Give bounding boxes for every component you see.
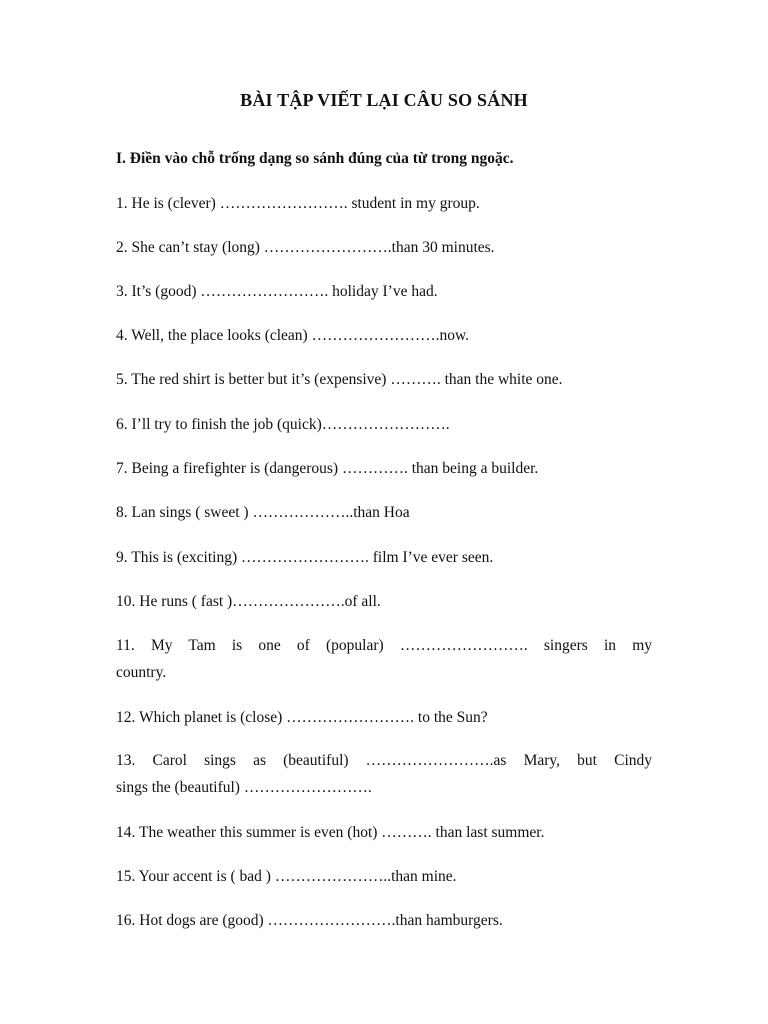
- exercise-item-1: 1. He is (clever) ……………………. student in my group.: [116, 195, 480, 212]
- exercise-item-15: 15. Your accent is ( bad ) …………………..than mine.: [116, 868, 457, 885]
- exercise-item-3: 3. It’s (good) ……………………. holiday I’ve had.: [116, 283, 438, 300]
- exercise-item-8: 8. Lan sings ( sweet ) ………………..than Hoa: [116, 504, 410, 521]
- section-heading: I. Điền vào chỗ trống dạng so sánh đúng của từ trong ngoặc.: [116, 150, 514, 167]
- exercise-item-10: 10. He runs ( fast )………………….of all.: [116, 593, 381, 610]
- exercise-item-5: 5. The red shirt is better but it’s (expensive) ………. than the white one.: [116, 371, 563, 388]
- exercise-item-12: 12. Which planet is (close) ……………………. to the Sun?: [116, 709, 488, 726]
- exercise-item-13-line-1: 13. Carol sings as (beautiful) …………………….as Mary, but Cindy: [116, 752, 652, 769]
- exercise-item-11-line-2: country.: [116, 664, 167, 681]
- exercise-item-11: [116, 632, 652, 686]
- exercise-item-9: 9. This is (exciting) ……………………. film I’ve ever seen.: [116, 549, 494, 566]
- exercise-item-6: 6. I’ll try to finish the job (quick)…………………….: [116, 416, 450, 433]
- exercise-item-14: 14. The weather this summer is even (hot) ………. than last summer.: [116, 824, 545, 841]
- exercise-item-13-line-2: sings the (beautiful) …………………….: [116, 779, 372, 796]
- exercise-item-11-line-1: 11. My Tam is one of (popular) ……………………. singers in my: [116, 637, 652, 654]
- exercise-item-2: 2. She can’t stay (long) …………………….than 30 minutes.: [116, 239, 495, 256]
- exercise-item-13: [116, 747, 652, 801]
- exercise-item-7: 7. Being a firefighter is (dangerous) …………. than being a builder.: [116, 460, 539, 477]
- exercise-item-16: 16. Hot dogs are (good) …………………….than hamburgers.: [116, 912, 503, 929]
- exercise-item-4: 4. Well, the place looks (clean) …………………….now.: [116, 327, 470, 344]
- document-title: BÀI TẬP VIẾT LẠI CÂU SO SÁNH: [240, 90, 528, 110]
